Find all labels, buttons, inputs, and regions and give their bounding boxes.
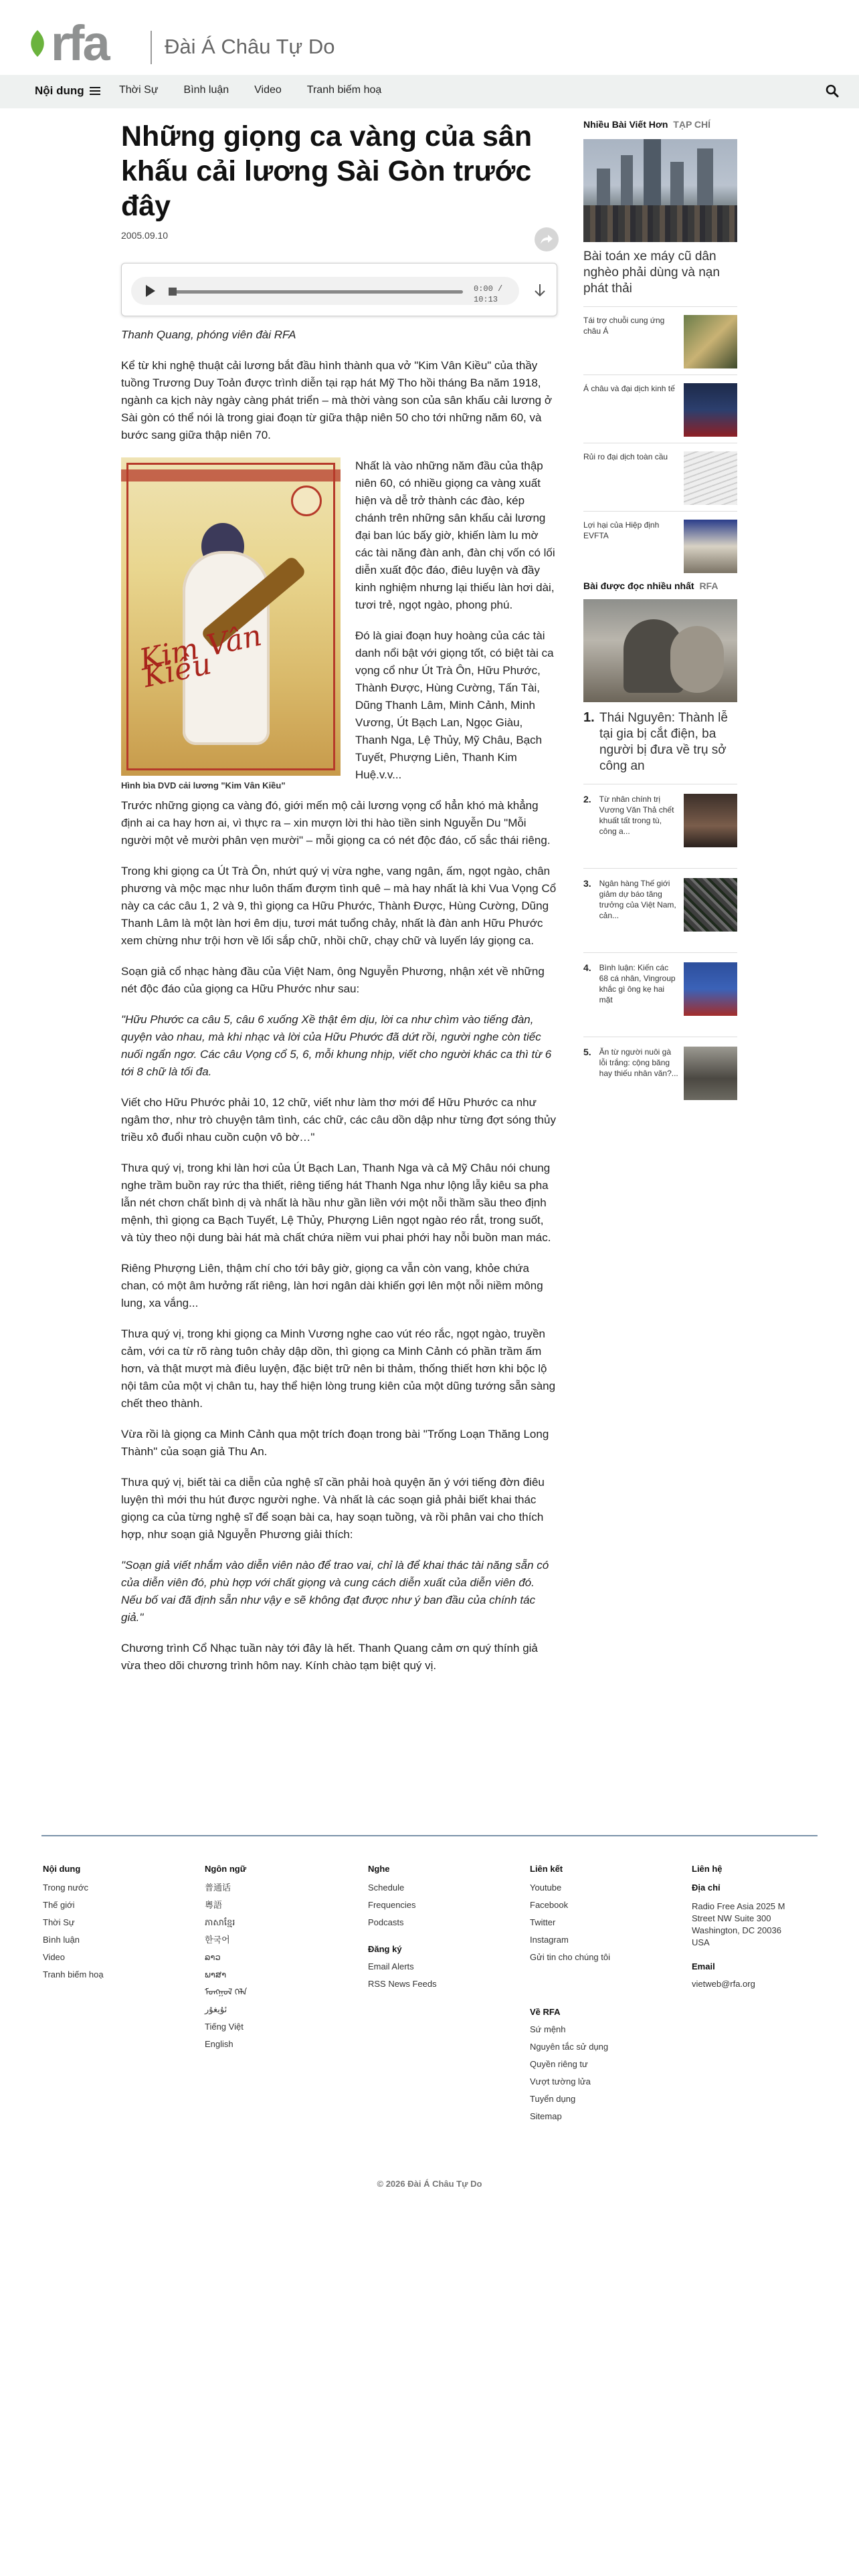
nav-menu-label: Nội dung xyxy=(35,84,84,97)
audio-player xyxy=(121,263,557,316)
download-icon[interactable] xyxy=(533,282,547,300)
sidebar-article-thumbnail xyxy=(684,520,737,573)
sidebar-section-label: Nhiều Bài Viết Hơn xyxy=(583,119,668,130)
footer-link[interactable]: Nguyên tắc sử dụng xyxy=(530,2042,609,2052)
image-caption: Hình bìa DVD cải lương "Kim Vân Kiều" xyxy=(121,780,286,790)
sidebar-hero-image[interactable] xyxy=(583,139,737,242)
article-paragraph: Kể từ khi nghệ thuật cải lương bắt đầu hình thành qua vở "Kim Vân Kiều" của thầy tuồng Trương Duy Toản được trình diễn tại rạp hát Mỹ Tho hồi tháng Ba năm 1918, ngành ca kịch này ngày càng phát triển – mà thời vàng son của sân khấu cải lương ở Sài gòn có thể nói là trong giai đoạn từ giữa thập niên 50 cho tới những năm 60, và bước sang giữa thập niên 70. xyxy=(121,359,552,441)
popular-article-title: Thái Nguyên: Thành lễ tại gia bị cắt điện, ba người bị đưa về trụ sở công an xyxy=(599,711,728,773)
sidebar-article-title: Rủi ro đại dịch toàn cầu xyxy=(583,452,668,461)
footer-link[interactable]: 普通话 xyxy=(205,1883,231,1893)
popular-rank: 1. xyxy=(583,710,595,725)
article-byline: Thanh Quang, phóng viên đài RFA xyxy=(121,328,296,341)
popular-article-thumbnail xyxy=(684,878,737,932)
article-paragraph: Đó là giai đoạn huy hoàng của các tài danh nổi bật với giọng tốt, có biệt tài ca vọng cổ như Út Trà Ôn, Hữu Phước, Thành Được, Hùng Cường, Tấn Tài, Dũng Thanh Lâm, Minh Cảnh, Minh Vương, Út Bạch Lan, Ngọc Giàu, Thanh Nga, Lệ Thủy, Mỹ Châu, Bạch Tuyết, Phượng Liên, Thanh Kim Huệ.v.v... xyxy=(355,629,554,781)
article-paragraph: Thưa quý vị, trong khi làn hơi của Út Bạch Lan, Thanh Nga và cả Mỹ Châu nói chung nghe trầm buồn ray rức tha thiết, riêng tiếng hát Thanh Nga như lộng lẫy kiêu sa pha lẫn nét chơn chất bình dị và nhất là hầu như gần liền với một nỗi thầm sầu theo định mệnh, thì giọng ca Bạch Tuyết, Lệ Thủy, Phượng Liên ngọt ngào réo rắt, trong suốt, và tùy theo nội dung bài hát mà chất chứa niềm vui phai phới hay nỗi buồn man mác. xyxy=(121,1162,551,1244)
footer-link[interactable]: Quyền riêng tư xyxy=(530,2059,588,2069)
sidebar-section-title xyxy=(583,119,737,130)
footer-link[interactable]: ພາສາ xyxy=(205,1969,227,1979)
sidebar-hero-title[interactable]: Bài toán xe máy cũ dân nghèo phải dùng và nạn phát thải xyxy=(583,249,720,296)
sidebar-article[interactable] xyxy=(583,443,737,502)
nav-links xyxy=(119,84,407,96)
audio-progress-thumb[interactable] xyxy=(169,288,177,296)
popular-article-title: Từ nhân chính trị Vương Văn Thả chết khuất tất trong tù, công a... xyxy=(599,794,674,836)
article-paragraph: Chương trình Cổ Nhạc tuần này tới đây là hết. Thanh Quang cảm ơn quý thính giả vừa theo dõi chương trình hôm nay. Kính chào tạm biệt quý vị. xyxy=(121,1642,538,1672)
footer-link[interactable]: Tuyển dụng xyxy=(530,2094,576,2104)
footer-link[interactable]: RSS News Feeds xyxy=(368,1979,437,1989)
sidebar-article-thumbnail xyxy=(684,451,737,505)
footer-link[interactable]: Thời Sự xyxy=(43,1917,75,1927)
site-header xyxy=(0,0,859,75)
sidebar-article[interactable] xyxy=(583,511,737,570)
search-icon[interactable] xyxy=(824,83,840,99)
article-date: 2005.09.10 xyxy=(121,230,169,241)
footer-col-title: Về RFA xyxy=(530,2007,561,2017)
article-body xyxy=(121,326,557,1688)
article-paragraph: Thưa quý vị, biết tài ca diễn của nghệ sĩ cần phải hoà quyện ăn ý với tiếng đờn điêu luyện thì mới thu hút được người nghe. Và nhất là các soạn giả phải biết khai thác giọng ca của từng nghệ sĩ để soạn bài ca, hay soạn tuồng, và rồi phân vai cho thích hợp, như soạn giả Nguyễn Phương giải thích: xyxy=(121,1476,545,1541)
footer-link[interactable]: Facebook xyxy=(530,1900,569,1910)
nav-link-tranh-biem-hoa[interactable]: Tranh biếm hoạ xyxy=(306,84,382,96)
article-quote: "Hữu Phước ca câu 5, câu 6 xuống Xề thật êm dịu, lời ca như chìm vào tiếng đàn, quyện vào nhau, mà khi nhạc và lời của Hữu Phước đã dứt rồi, người nghe còn tiếc nuối ngẩn ngơ. Các câu Vọng cổ 5, 6, mỗi khung nhịp, viết cho người khác ca thì từ 6 tới 8 chữ là tối đa. xyxy=(121,1013,552,1078)
footer-link[interactable]: ភាសាខ្មែរ xyxy=(205,1917,235,1927)
footer-col-title: Liên kết xyxy=(530,1864,563,1874)
footer-link[interactable]: Sứ mệnh xyxy=(530,2024,566,2034)
footer-link[interactable]: Instagram xyxy=(530,1935,569,1945)
nav-bar xyxy=(0,75,859,108)
popular-article-1[interactable] xyxy=(583,710,737,774)
footer-subtitle: Email xyxy=(692,1961,715,1971)
footer-link[interactable]: Gửi tin cho chúng tôi xyxy=(530,1952,610,1962)
popular-rank: 5. xyxy=(583,1047,591,1057)
sidebar xyxy=(583,119,737,1111)
footer-link[interactable]: ᠮᠣᠩᠭᠣᠯ ᠬᠡᠯᠡ xyxy=(205,1987,248,1997)
site-footer xyxy=(41,1835,818,2121)
nav-link-binh-luan[interactable]: Bình luận xyxy=(183,84,229,96)
footer-link[interactable]: ئۇيغۇر xyxy=(205,2004,227,2014)
audio-progress-bar[interactable] xyxy=(169,290,463,294)
popular-article[interactable] xyxy=(583,784,737,859)
nav-menu-button[interactable] xyxy=(35,84,100,98)
footer-link[interactable]: Tranh biếm hoạ xyxy=(43,1969,104,1979)
article-paragraph: Trước những giọng ca vàng đó, giới mến mộ cải lương vọng cổ hẳn khó mà khẳng định ai ca hay hơn ai, vì thực ra – xin mượn lời thi hào tiền sinh Nguyễn Du "Mỗi người một vẻ mười phân vẹn mười" – mỗi giọng ca có nét độc đáo, cố sắc thái riêng. xyxy=(121,799,551,847)
footer-link[interactable]: 粵語 xyxy=(205,1900,223,1910)
footer-subtitle: Địa chỉ xyxy=(692,1883,721,1893)
footer-link[interactable]: Schedule xyxy=(368,1883,405,1893)
sidebar-article-thumbnail xyxy=(684,383,737,437)
footer-address: Radio Free Asia 2025 M Street NW Suite 300 Washington, DC 20036 USA xyxy=(692,1901,785,1947)
popular-rank: 2. xyxy=(583,794,591,804)
logo-divider xyxy=(151,31,152,64)
footer-col-links xyxy=(530,1860,677,2125)
popular-article-title: Ngân hàng Thế giới giảm dự báo tăng trưởng của Việt Nam, cản... xyxy=(599,879,676,920)
dvd-cover-image[interactable] xyxy=(121,457,341,776)
article-paragraph: Nhất là vào những năm đầu của thập niên 60, có nhiều giọng ca vàng xuất hiện và dễ trở thành các đào, kép chánh trên những sân khấu cải lương đại ban lúc bấy giờ, khiến làm lu mờ các tài năng đàn anh, đàn chị vốn có lối diễn xuất độc đáo, điêu luyện và đầy kinh nghiệm nhưng lại thiếu làn hơi dài, tươi trẻ, ngọt ngào, phong phú. xyxy=(355,459,555,611)
footer-col-contact xyxy=(692,1860,792,1993)
article-quote: "Soạn giả viết nhắm vào diễn viên nào để trao vai, chỉ là để khai thác tài năng sẵn có của diễn viên đó, phù hợp với chất giọng và cung cách diễn xuất của diễn viên đó. Nếu bố vai đã định sẵn như vậy e sẽ không đạt được như ý ban đầu của chính tác giả." xyxy=(121,1559,549,1624)
footer-link[interactable]: ລາວ xyxy=(205,1952,221,1962)
article-paragraph: Viết cho Hữu Phước phải 10, 12 chữ, viết như làm thơ mới để Hữu Phước ca như ngâm thơ, như trò chuyện tâm tình, các chữ, các câu dồn dập như từng đợt sóng thủy triều xô đuổi nhau cuồn cuộn vô bờ…" xyxy=(121,1096,556,1144)
popular-article-thumbnail xyxy=(684,794,737,847)
popular-article-thumbnail xyxy=(684,962,737,1016)
sidebar-article[interactable] xyxy=(583,306,737,365)
poster-title: Kim Vân Kiều xyxy=(136,618,265,695)
footer-link[interactable]: Podcasts xyxy=(368,1917,404,1927)
footer-col-title: Liên hệ xyxy=(692,1864,723,1874)
footer-col-title: Nghe xyxy=(368,1864,390,1874)
audio-time: 0:00 / 10:13 xyxy=(474,284,503,304)
sidebar-article-title: Tái trợ chuỗi cung ứng châu Á xyxy=(583,316,665,336)
play-icon[interactable] xyxy=(146,285,155,297)
rfa-logo[interactable] xyxy=(27,15,108,71)
share-button[interactable] xyxy=(535,227,559,251)
popular-rank: 4. xyxy=(583,962,591,973)
leaf-icon xyxy=(27,29,48,58)
footer-link[interactable]: Sitemap xyxy=(530,2111,562,2121)
footer-link[interactable]: Thế giới xyxy=(43,1900,75,1910)
footer-link[interactable]: Frequencies xyxy=(368,1900,416,1910)
nav-link-video[interactable]: Video xyxy=(254,84,282,96)
popular-section-title xyxy=(583,580,737,591)
article-paragraph: Riêng Phượng Liên, thậm chí cho tới bây giờ, giọng ca vẫn còn vang, khỏe chứa chan, có một âm hưởng rất riêng, làn hơi ngân dài khiến gợi lên một nỗi niềm mông lung, xa vắng... xyxy=(121,1262,543,1309)
footer-link[interactable]: Vượt tường lửa xyxy=(530,2076,591,2086)
footer-col-content xyxy=(43,1860,177,1983)
footer-link[interactable]: Bình luận xyxy=(43,1935,80,1945)
footer-col-title: Nội dung xyxy=(43,1864,81,1874)
popular-article[interactable] xyxy=(583,952,737,1027)
footer-link[interactable]: Trong nước xyxy=(43,1883,89,1893)
copyright: © 2026 Đài Á Châu Tự Do xyxy=(377,2179,482,2189)
footer-link[interactable]: Video xyxy=(43,1952,66,1962)
footer-col-title: Đăng ký xyxy=(368,1944,402,1954)
article-title: Những giọng ca vàng của sân khấu cải lương Sài Gòn trước đây xyxy=(121,120,533,222)
article xyxy=(121,119,557,1672)
sidebar-article[interactable] xyxy=(583,374,737,433)
sidebar-section-sublabel[interactable]: TẠP CHÍ xyxy=(673,119,711,130)
popular-section-sublabel[interactable]: RFA xyxy=(699,580,719,591)
share-icon xyxy=(540,233,553,245)
footer-link[interactable]: Tiếng Việt xyxy=(205,2022,244,2032)
sidebar-article-title: Lợi hại của Hiệp định EVFTA xyxy=(583,520,660,540)
article-paragraph: Soạn giả cổ nhạc hàng đầu của Việt Nam, ông Nguyễn Phương, nhận xét về những nét độc đáo của giọng ca Hữu Phước như sau: xyxy=(121,965,545,995)
footer-link[interactable]: Youtube xyxy=(530,1883,562,1893)
popular-article-title: Ăn từ người nuôi gà lỗi trắng: cộng băng hay thiếu nhân văn?... xyxy=(599,1047,678,1078)
footer-link[interactable]: Twitter xyxy=(530,1917,556,1927)
popular-article-thumbnail xyxy=(684,1047,737,1100)
popular-hero-image[interactable] xyxy=(583,599,737,702)
audio-controls xyxy=(131,277,519,305)
footer-col-listen xyxy=(368,1860,502,1993)
popular-article[interactable] xyxy=(583,868,737,943)
logo-text: rfa xyxy=(51,15,108,71)
article-paragraph: Trong khi giọng ca Út Trà Ôn, nhứt quý vị vừa nghe, vang ngân, ấm, ngọt ngào, chân phương và mộc mạc như luôn thấm đượm tình quê – mà hay nhất là khi Vua Vọng Cổ này ca các câu 1, 2 và 9, thì giọng ca Hữu Phước, Thành Được, Hùng Cường, Dũng Thanh Lâm là một làn hơi êm dịu, tươi mát tuổng chảy, nhất là đàn anh Hữu Phước xem chừng như trội hơn về lối sắp chữ, nhồi chữ, chạy chữ và luyến láy giọng ca. xyxy=(121,865,557,947)
footer-link[interactable]: 한국어 xyxy=(205,1935,230,1945)
article-paragraph: Vừa rồi là giọng ca Minh Cảnh qua một trích đoạn trong bài "Trống Loạn Thăng Long Thành" của soạn giả Thu An. xyxy=(121,1428,549,1458)
footer-col-languages xyxy=(205,1860,339,2053)
article-figure xyxy=(121,457,342,792)
footer-col-title: Ngôn ngữ xyxy=(205,1864,247,1874)
popular-section-label: Bài được đọc nhiều nhất xyxy=(583,580,694,591)
popular-article[interactable] xyxy=(583,1037,737,1111)
footer-email-link[interactable]: vietweb@rfa.org xyxy=(692,1979,755,1989)
popular-article-title: Bình luận: Kiến các 68 cá nhân, Vingroup khắc gì ông kẹ hai mặt xyxy=(599,963,676,1004)
sidebar-article-title: Á châu và đại dịch kinh tế xyxy=(583,384,675,393)
article-paragraph: Thưa quý vị, trong khi giọng ca Minh Vương nghe cao vút réo rắc, ngọt ngào, truyền cảm, với ca từ rõ ràng tuôn chảy dập dồn, thì giọng ca Minh Cảnh có phần trầm ấm hơn, và thật mượt mà điêu luyện, đặc biệt trữ nên bi thảm, thống thiết hơn khi bộc lộ nội tâm của một vị chân tu, hay thể hiện lòng trung kiên của một dũng tướng sẵn sàng chết theo thành. xyxy=(121,1327,556,1410)
sidebar-article-thumbnail xyxy=(684,315,737,368)
nav-link-thoi-su[interactable]: Thời Sự xyxy=(119,84,159,96)
hamburger-icon xyxy=(90,87,100,95)
site-name[interactable]: Đài Á Châu Tự Do xyxy=(165,35,335,58)
popular-rank: 3. xyxy=(583,878,591,889)
footer-link[interactable]: English xyxy=(205,2039,233,2049)
footer-link[interactable]: Email Alerts xyxy=(368,1961,414,1971)
